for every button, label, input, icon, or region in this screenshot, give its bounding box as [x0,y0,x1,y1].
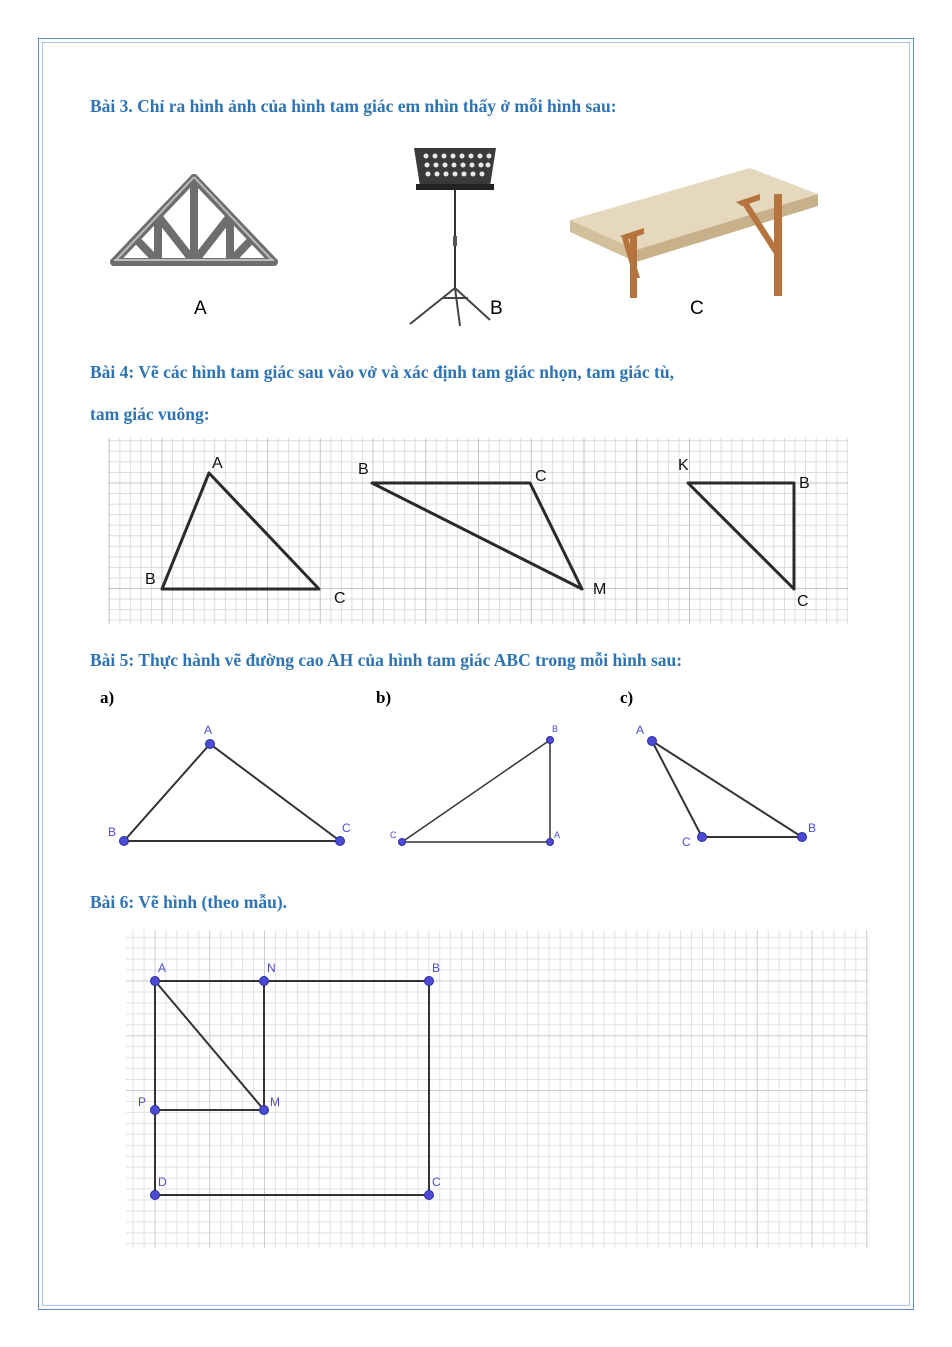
tri2-m: M [593,581,607,598]
tri1-c: C [334,590,346,607]
bai6-heading: Bài 6: Vẽ hình (theo mẫu). [90,892,288,912]
bai6-grid [126,930,868,1248]
bai5-sub-c: c) [620,688,634,707]
figB-c: C [390,830,397,840]
bai3-label-a: A [194,298,207,319]
bai5-sub-a: a) [100,688,115,707]
roof-truss-image [108,168,280,270]
bai6-grid-figure [126,930,868,1248]
tri2-c: C [535,468,547,485]
figC-a: A [636,723,645,737]
tri3-k: K [678,457,689,474]
bai3-heading: Bài 3. Chỉ ra hình ảnh của hình tam giác em nhìn thấy ở mỗi hình sau: [90,96,617,116]
figA-c: C [342,821,351,835]
bai5-sub-b: b) [376,688,392,707]
tri3-c: C [797,593,809,610]
bai5-figure-b [384,718,574,858]
figB-a: A [554,830,561,840]
bai5-heading: Bài 5: Thực hành vẽ đường cao AH của hình tam giác ABC trong mỗi hình sau: [90,650,683,670]
bai6-d: D [158,1175,167,1189]
bai3-label-b: B [490,298,503,319]
tri1-a: A [212,455,223,472]
tri2-b: B [358,461,369,478]
bai6-c: C [432,1175,441,1189]
bai5-figure-a [100,718,370,858]
bai6-a: A [158,961,167,975]
bai3-label-c: C [690,298,704,319]
bai5-figure-c [630,718,830,858]
bai6-n: N [267,961,276,975]
wall-shelf-image [570,164,820,304]
bai6-p: P [138,1095,147,1109]
tri3-b: B [799,475,810,492]
tri1-b: B [145,571,156,588]
figA-b: B [108,825,117,839]
bai4-heading-line1: Bài 4: Vẽ các hình tam giác sau vào vở và xác định tam giác nhọn, tam giác tù, [90,362,674,382]
bai4-grid-figures [108,438,848,624]
figC-c: C [682,835,691,849]
bai4-heading-line2: tam giác vuông: [90,404,210,424]
figA-a: A [204,723,213,737]
figB-b: B [552,724,559,734]
figC-b: B [808,821,817,835]
bai6-b: B [432,961,441,975]
triangle-abc [162,473,319,589]
rectangle-abcd [155,981,429,1195]
bai6-m: M [270,1095,280,1109]
